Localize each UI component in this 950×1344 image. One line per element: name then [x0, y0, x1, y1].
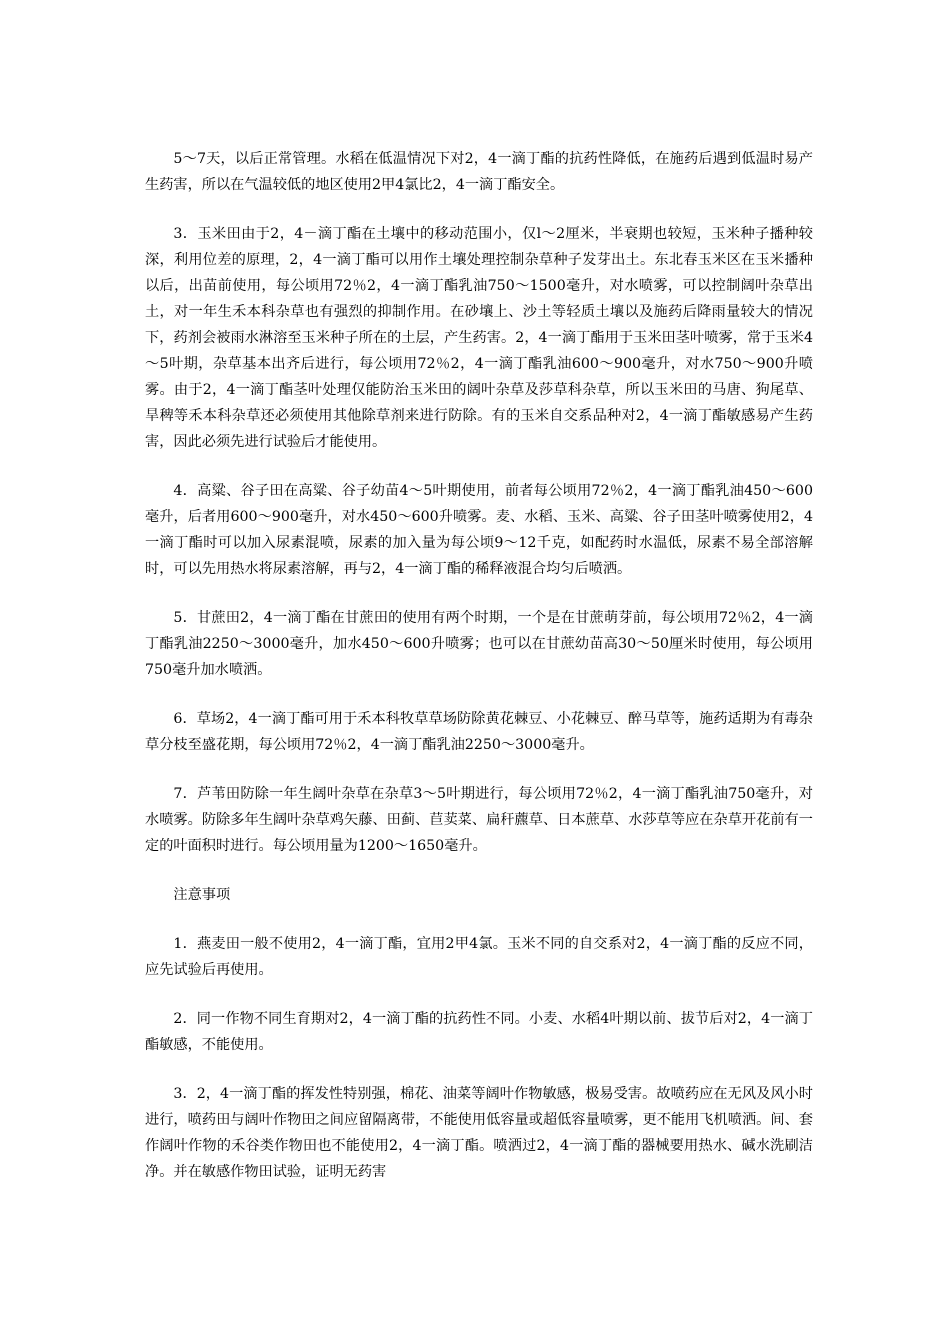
note-item-1: 1．燕麦田一般不使用2，4一滴丁酯，宜用2甲4氯。玉米不同的自交系对2，4一滴丁酯的反应不同，应先试验后再使用。	[145, 936, 813, 978]
document-page	[145, 146, 813, 1208]
paragraph-continuation: 5～7天，以后正常管理。水稻在低温情况下对2，4一滴丁酯的抗药性降低，在施药后遇到低温时易产生药害，所以在气温较低的地区使用2甲4氯比2，4一滴丁酯安全。	[145, 151, 813, 193]
paragraph-sorghum-millet: 4．高粱、谷子田在高粱、谷子幼苗4～5叶期使用，前者每公顷用72％2，4一滴丁酯乳油450～600毫升，后者用600～900毫升，对水450～600升喷雾。麦、水稻、玉米、高粱、谷子田茎叶喷雾使用2，4一滴丁酯时可以加入尿素混喷，尿素的加入量为每公顷9～12千克，如配药时水温低，尿素不易全部溶解时，可以先用热水将尿素溶解，再与2，4一滴丁酯的稀释液混合均匀后喷洒。	[145, 483, 813, 577]
paragraph-grassland: 6．草场2，4一滴丁酯可用于禾本科牧草草场防除黄花棘豆、小花棘豆、醉马草等，施药适期为有毒杂草分枝至盛花期，每公顷用72％2，4一滴丁酯乳油2250～3000毫升。	[145, 711, 813, 753]
paragraph-reed-field: 7．芦苇田防除一年生阔叶杂草在杂草3～5叶期进行，每公顷用72％2，4一滴丁酯乳油750毫升，对水喷雾。防除多年生阔叶杂草鸡矢藤、田蓟、苣荬菜、扁秆藨草、日本蔗草、水莎草等应在杂草开花前有一定的叶面积时进行。每公顷用量为1200～1650毫升。	[145, 786, 813, 854]
note-item-3: 3．2，4一滴丁酯的挥发性特别强，棉花、油菜等阔叶作物敏感，极易受害。故喷药应在无风及风小时进行，喷药田与阔叶作物田之间应留隔离带，不能使用低容量或超低容量喷雾，更不能用飞机喷洒。间、套作阔叶作物的禾谷类作物田也不能使用2，4一滴丁酯。喷洒过2，4一滴丁酯的器械要用热水、碱水洗刷洁净。并在敏感作物田试验，证明无药害	[145, 1086, 813, 1180]
paragraph-sugarcane: 5．甘蔗田2，4一滴丁酯在甘蔗田的使用有两个时期，一个是在甘蔗萌芽前，每公顷用72％2，4一滴丁酯乳油2250～3000毫升，加水450～600升喷雾；也可以在甘蔗幼苗高30～50厘米时使用，每公顷用750毫升加水喷洒。	[145, 610, 813, 678]
note-item-2: 2．同一作物不同生育期对2，4一滴丁酯的抗药性不同。小麦、水稻4叶期以前、拔节后对2，4一滴丁酯敏感，不能使用。	[145, 1011, 813, 1053]
notes-heading: 注意事项	[173, 887, 231, 903]
paragraph-corn-field: 3．玉米田由于2，4－滴丁酯在土壤中的移动范围小，仅l～2厘米，半衰期也较短，玉米种子播种较深，利用位差的原理，2，4一滴丁酯可以用作土壤处理控制杂草种子发芽出土。东北春玉米区在玉米播种以后，出苗前使用，每公顷用72％2，4一滴丁酯乳油750～1500毫升，对水喷雾，可以控制阔叶杂草出土，对一年生禾本科杂草也有强烈的抑制作用。在砂壤上、沙土等轻质土壤以及施药后降雨量较大的情况下，药剂会被雨水淋溶至玉米种子所在的土层，产生药害。2，4一滴丁酯用于玉米田茎叶喷雾，常于玉米4～5叶期，杂草基本出齐后进行，每公顷用72％2，4一滴丁酯乳油600～900毫升，对水750～900升喷雾。由于2，4一滴丁酯茎叶处理仅能防治玉米田的阔叶杂草及莎草科杂草，所以玉米田的马唐、狗尾草、旱稗等禾本科杂草还必须使用其他除草剂来进行防除。有的玉米自交系品种对2，4一滴丁酯敏感易产生药害，因此必须先进行试验后才能使用。	[145, 226, 813, 450]
